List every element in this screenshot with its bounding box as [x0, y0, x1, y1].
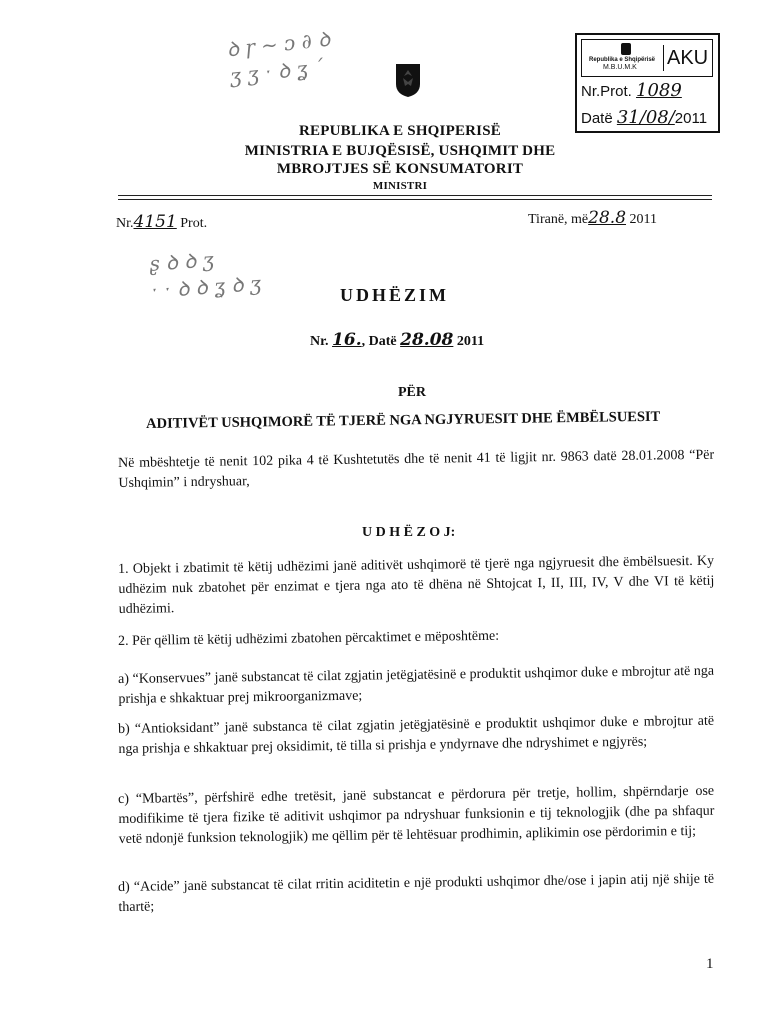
- stamp-org: M.B.U.M.K: [603, 64, 637, 71]
- office-heading: MINISTRI: [372, 180, 428, 192]
- stamp-eagle-icon: [621, 43, 631, 55]
- stamp-prot-line: [581, 80, 682, 101]
- paragraph-1: 1. Objekt i zbatimit të këtij udhëzimi janë aditivët ushqimorë të tjerë nga ngjyruesit dhe ëmbëlsuesit. Ky udhëzim nuk zbatohet për enzimat e tjera nga ato të dhëna në Shtojcat I, II, III, IV, V dhe VI të këtij udhëzimi.: [118, 553, 715, 617]
- instruct-heading: U D H Ë Z O J:: [362, 525, 456, 540]
- stamp-code: AKU: [663, 45, 708, 71]
- paragraph-b: b) “Antioksidant” janë substanca të cilat zgjatin jetëgjatësinë e produktit ushqimor duke e mbrojtur atë nga prishja e shkaktuar prej oksidimit, të tilla si prishja e yndyrnave dhe ndryshimet e ngjyrës;: [118, 713, 715, 757]
- paragraph-2: 2. Për qëllim të këtij udhëzimi zbatohen përcaktimet e mëposhtëme:: [118, 628, 500, 649]
- per-heading: PËR: [398, 385, 426, 400]
- document-date-label: , Datë: [361, 334, 397, 349]
- republic-heading: REPUBLIKA E SHQIPERISË: [299, 123, 501, 139]
- document-nr-label: Nr.: [310, 334, 329, 349]
- document-date-value: 28.08: [400, 330, 454, 350]
- stamp-prot-number: 1089: [636, 80, 682, 101]
- header-rule-bottom: [118, 199, 712, 200]
- reference-prot-label: Prot.: [180, 216, 208, 231]
- reference-number: [116, 212, 207, 232]
- ministry-heading-line2: MBROJTJES SË KONSUMATORIT: [276, 161, 524, 177]
- stamp-republic-text: Republika e Shqipërisë: [589, 57, 656, 63]
- reference-city-date: 28.8: [588, 208, 627, 228]
- paragraph-c: c) “Mbartës”, përfshirë edhe tretësit, janë substancat e përdorura për tretje, hollim, shpërndarje ose modifikime të tjera fizike të aditivit ushqimor pa ndryshuar funksionin e tij teknologjik (dhe pa shfaqur vetë ndonjë funksion teknologjik) me qëllim për të lehtësuar prodhimin, aplikimin ose përdorimin e tij;: [118, 783, 715, 847]
- document-year: 2011: [456, 334, 485, 349]
- legal-basis: Në mbështetje të nenit 102 pika 4 të Kushtetutës dhe të nenit 41 të ligjit nr. 9863 datë 28.01.2008 “Për Ushqimin” i ndryshuar,: [118, 447, 715, 491]
- stamp-prot-label: Nr.Prot.: [581, 83, 632, 100]
- stamp-date-label: Datë: [581, 110, 613, 127]
- reference-year: 2011: [629, 212, 657, 227]
- ministry-heading-line1: MINISTRIA E BUJQËSISË, USHQIMIT DHE: [244, 143, 556, 159]
- page-number: 1: [706, 956, 714, 972]
- handwritten-scribble-middle: ʂ ꝺ ꝺ ʒ ˑ ˑ ꝺ ꝺ ʓ ꝺ ʒ: [148, 247, 262, 303]
- paragraph-a: a) “Konservues” janë substancat të cilat zgjatin jetëgjatësinë e produktit ushqimor duke e mbrojtur atë nga prishja e shkaktuar prej mikroorganizmave;: [118, 663, 715, 707]
- reference-nr-value: 4151: [133, 212, 177, 232]
- handwritten-scribble-top: ꝺ ꞅ ~ ᴐ ∂ ꝺ ʒ ʒ ˑ ꝺ ʓ ˊ: [225, 26, 332, 89]
- reference-city-label: Tiranë, më: [528, 212, 589, 227]
- stamp-date-value: 31/08/: [616, 107, 675, 128]
- reference-place-date: [528, 208, 657, 228]
- stamp-date-line: [581, 107, 707, 128]
- stamp-date-year: 2011: [674, 110, 708, 127]
- document-number-line: [310, 330, 484, 350]
- eagle-emblem-icon: [394, 62, 422, 98]
- protocol-stamp: [575, 33, 720, 133]
- paragraph-d: d) “Acide” janë substancat të cilat rritin aciditetin e një produkti ushqimor dhe/ose i japin atij një shije të thartë;: [118, 871, 715, 915]
- document-nr-value: 16.: [332, 330, 362, 350]
- document-title: UDHËZIM: [340, 285, 450, 305]
- reference-nr-label: Nr.: [116, 216, 134, 231]
- subject-heading: ADITIVËT USHQIMORË TË TJERË NGA NGJYRUESIT DHE ËMBËLSUESIT: [146, 408, 661, 432]
- header-rule-top: [118, 195, 712, 196]
